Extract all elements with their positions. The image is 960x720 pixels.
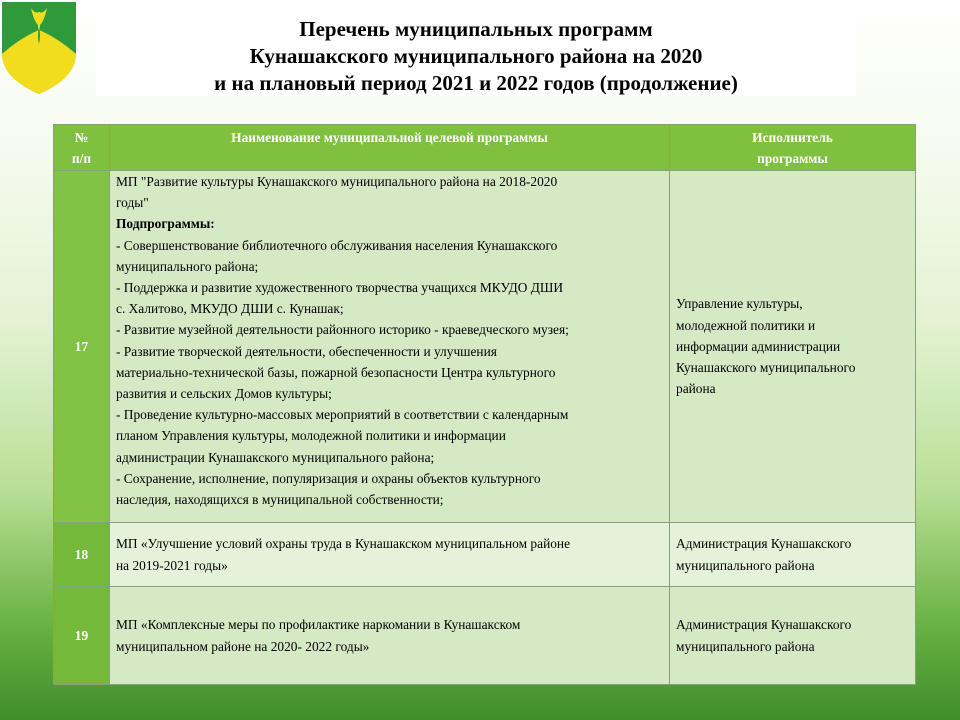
subprogram-line: администрации Кунашакского муниципального района; [116, 449, 435, 465]
program-cell [110, 523, 670, 587]
program-line: на 2019-2021 годы» [116, 557, 228, 573]
row-number: 19 [54, 587, 110, 685]
subprogram-line: - Поддержка и развитие художественного творчества учащихся МКУДО ДШИ [116, 280, 564, 296]
executor-line: муниципального района [676, 638, 815, 654]
header-executor-line-1: Исполнитель [752, 130, 833, 145]
header-num [54, 125, 110, 171]
subprogram-line: муниципального района; [116, 258, 259, 274]
subprogram-line: развития и сельских Домов культуры; [116, 386, 332, 402]
subprogram-line: - Развитие музейной деятельности районного историко - краеведческого музея; [116, 322, 569, 338]
row-number: 17 [54, 171, 110, 523]
subprogram-line: материально-технической базы, пожарной безопасности Центра культурного [116, 364, 556, 380]
row-number: 18 [54, 523, 110, 587]
subprogram-line: с. Халитово, МКУДО ДШИ с. Кунашак; [116, 301, 344, 317]
program-line: МП «Комплексные меры по профилактике наркомании в Кунашакском [116, 617, 521, 633]
subprogram-line: - Совершенствование библиотечного обслуживания населения Кунашакского [116, 237, 558, 253]
executor-line: молодежной политики и [676, 317, 816, 333]
title-line-3: и на плановый период 2021 и 2022 годов (продолжение) [214, 71, 738, 95]
executor-cell [670, 171, 916, 523]
executor-line: района [676, 381, 716, 397]
subprogram-line: - Проведение культурно-массовых мероприятий в соответствии с календарным [116, 407, 569, 423]
program-cell [110, 587, 670, 685]
subprogram-line: - Развитие творческой деятельности, обеспеченности и улучшения [116, 343, 497, 359]
executor-line: муниципального района [676, 557, 815, 573]
program-line: МП "Развитие культуры Кунашакского муниципального района на 2018-2020 [116, 174, 558, 189]
executor-line: Управление культуры, [676, 296, 803, 312]
executor-line: Администрация Кунашакского [676, 536, 852, 552]
title-line-1: Перечень муниципальных программ [299, 17, 653, 41]
program-line: МП «Улучшение условий охраны труда в Кунашакском муниципальном районе [116, 536, 571, 552]
program-line: годы" [116, 195, 149, 211]
subprogram-line: наследия, находящихся в муниципальной собственности; [116, 492, 444, 508]
table-row [54, 523, 916, 587]
table-header-row [54, 125, 916, 171]
executor-line: информации администрации [676, 338, 841, 354]
table-row [54, 587, 916, 685]
page-title [96, 10, 856, 96]
header-executor [670, 125, 916, 171]
subprogram-line: планом Управления культуры, молодежной политики и информации [116, 428, 506, 444]
executor-cell [670, 523, 916, 587]
executor-line: Администрация Кунашакского [676, 617, 852, 633]
table-row [54, 171, 916, 523]
header-num-line-1: № [74, 130, 89, 145]
programs-table [53, 124, 916, 685]
subprograms-heading: Подпрограммы: [116, 216, 215, 232]
program-line: муниципальном районе на 2020- 2022 годы» [116, 638, 370, 654]
executor-line: Кунашакского муниципального [676, 360, 856, 376]
title-line-2: Кунашакского муниципального района на 2020 [249, 44, 703, 68]
header-num-line-2: п/п [71, 151, 92, 166]
program-cell [110, 171, 670, 523]
coat-of-arms-icon [0, 0, 78, 96]
executor-cell [670, 587, 916, 685]
header-executor-line-2: программы [757, 151, 828, 166]
subprogram-line: - Сохранение, исполнение, популяризация и охраны объектов культурного [116, 470, 541, 486]
header-program-name: Наименование муниципальной целевой программы [110, 125, 670, 171]
